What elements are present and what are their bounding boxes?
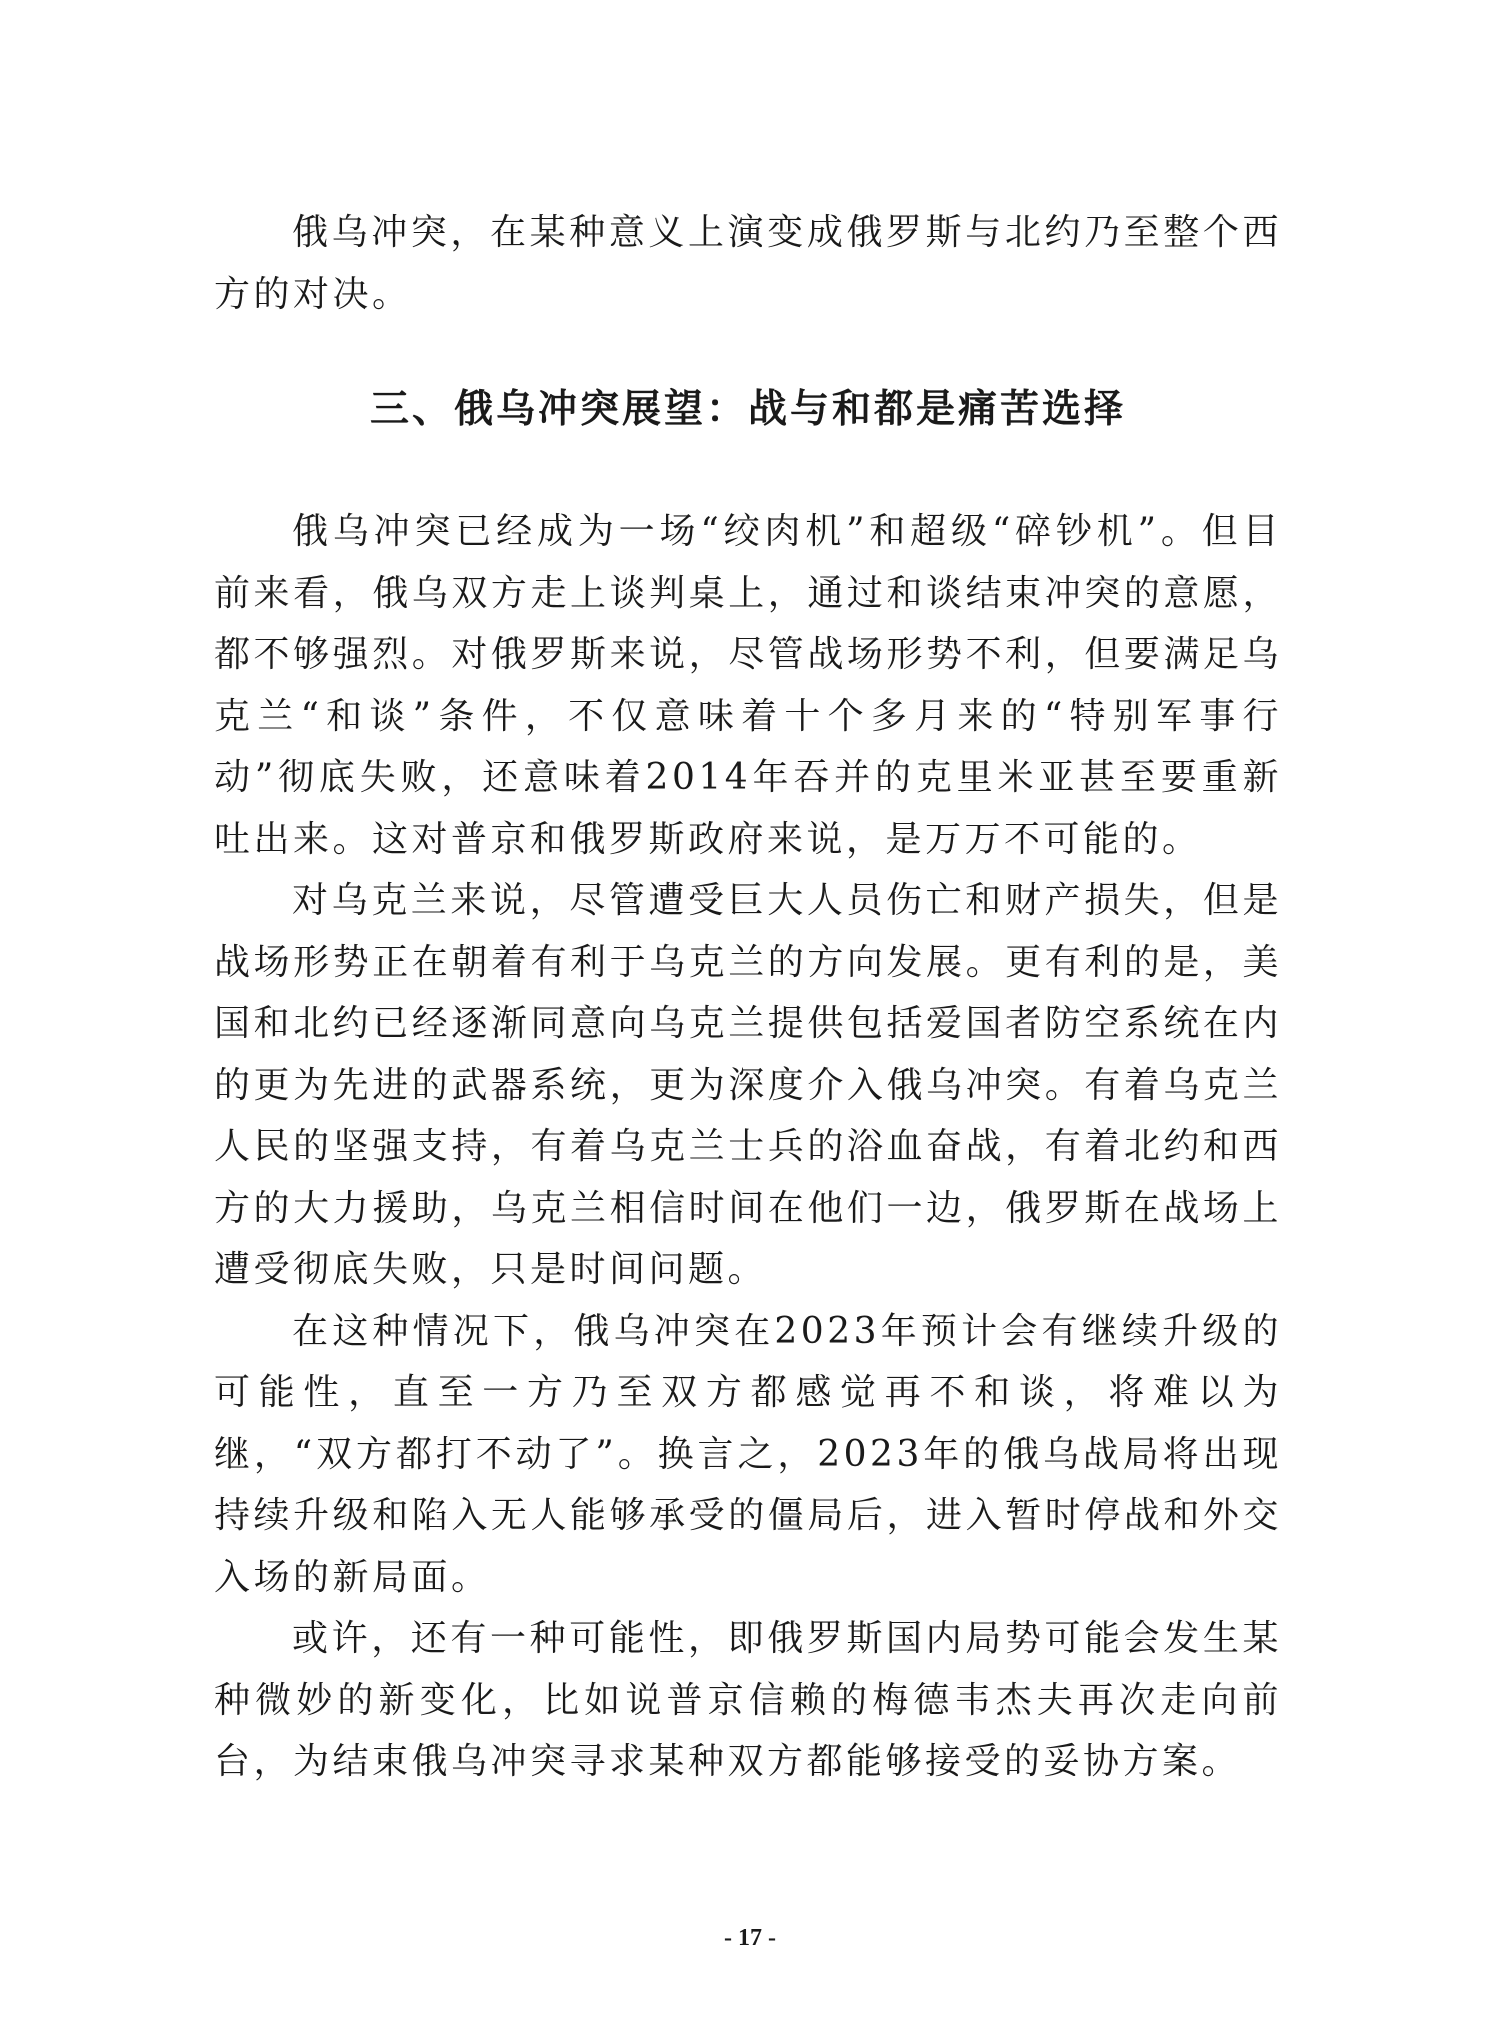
intro-paragraph: 俄乌冲突，在某种意义上演变成俄罗斯与北约乃至整个西方的对决。 bbox=[214, 212, 1282, 315]
body-paragraph: 或许，还有一种可能性，即俄罗斯国内局势可能会发生某种微妙的新变化，比如说普京信赖的梅德韦杰夫再次走向前台，为结束俄乌冲突寻求某种双方都能够接受的妥协方案。 bbox=[214, 1618, 1282, 1782]
page-number: - 17 - bbox=[724, 1925, 776, 1951]
section-heading: 三、俄乌冲突展望：战与和都是痛苦选择 bbox=[369, 387, 1126, 432]
body-paragraph: 对乌克兰来说，尽管遭受巨大人员伤亡和财产损失，但是战场形势正在朝着有利于乌克兰的方向发展。更有利的是，美国和北约已经逐渐同意向乌克兰提供包括爱国者防空系统在内的更为先进的武器系统，更为深度介入俄乌冲突。有着乌克兰人民的坚强支持，有着乌克兰士兵的浴血奋战，有着北约和西方的大力援助，乌克兰相信时间在他们一边，俄罗斯在战场上遭受彻底失败，只是时间问题。 bbox=[214, 880, 1282, 1290]
body-paragraph: 在这种情况下，俄乌冲突在2023年预计会有继续升级的可能性，直至一方乃至双方都感觉再不和谈，将难以为继，“双方都打不动了”。换言之，2023年的俄乌战局将出现持续升级和陷入无人能够承受的僵局后，进入暂时停战和外交入场的新局面。 bbox=[214, 1310, 1282, 1598]
body-paragraph: 俄乌冲突已经成为一场“绞肉机”和超级“碎钞机”。但目前来看，俄乌双方走上谈判桌上，通过和谈结束冲突的意愿，都不够强烈。对俄罗斯来说，尽管战场形势不利，但要满足乌克兰“和谈”条件，不仅意味着十个多月来的“特别军事行动”彻底失败，还意味着2014年吞并的克里米亚甚至要重新吐出来。这对普京和俄罗斯政府来说，是万万不可能的。 bbox=[214, 511, 1282, 860]
page-body bbox=[214, 202, 1282, 1793]
